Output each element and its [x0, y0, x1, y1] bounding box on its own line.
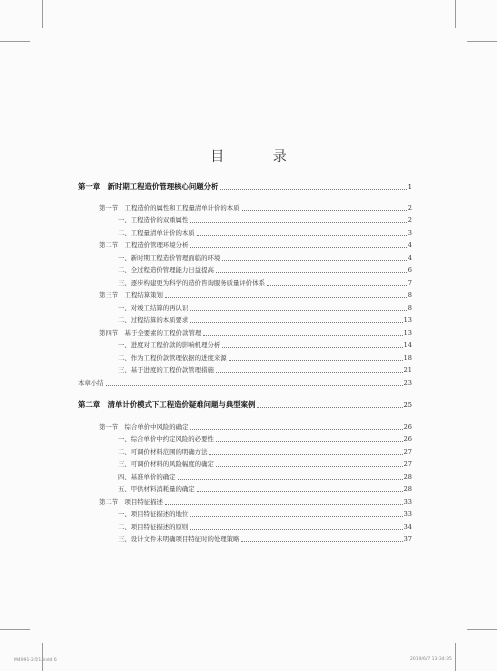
toc-entry-label: 二、工程量清单计价的本质: [118, 229, 195, 237]
toc-entry-label: 第一节 综合单价中风险的确定: [99, 423, 189, 431]
dot-leader: [241, 540, 402, 542]
toc-section-row[interactable]: [99, 329, 412, 337]
dot-leader: [190, 515, 402, 517]
crop-mark: [467, 41, 497, 42]
dot-leader: [222, 259, 407, 261]
toc-page-number: 7: [407, 279, 412, 287]
toc-item-row[interactable]: [118, 341, 412, 349]
toc-page-number: 2: [407, 216, 412, 224]
dot-leader: [203, 334, 402, 336]
toc-entry-label: 第二章 清单计价模式下工程造价疑难问题与典型案例: [78, 400, 256, 409]
toc-item-row[interactable]: [118, 448, 412, 456]
dot-leader: [190, 309, 407, 311]
dot-leader: [178, 478, 403, 480]
dot-leader: [229, 359, 403, 361]
toc-page-number: 28: [403, 473, 412, 481]
dot-leader: [257, 406, 402, 408]
toc-item-row[interactable]: [118, 279, 412, 287]
crop-mark: [467, 629, 497, 630]
toc-section-row[interactable]: [99, 291, 412, 299]
toc-entry-label: 一、对竣工结算的再认识: [118, 304, 189, 312]
toc-page-number: 8: [407, 304, 412, 312]
toc-section-row[interactable]: [99, 423, 412, 431]
toc-page-number: 18: [403, 354, 412, 362]
toc-item-row[interactable]: [118, 216, 412, 224]
dot-leader: [197, 490, 403, 492]
toc-section-row[interactable]: [99, 498, 412, 506]
toc-page-number: 4: [407, 254, 412, 262]
toc-entry-label: 二、作为工程价款管理依据的进度来源: [118, 354, 227, 362]
toc-entry-label: 五、甲供材料消耗量的确定: [118, 485, 195, 493]
toc-page-number: 26: [403, 423, 412, 431]
toc-entry-label: 一、新时期工程造价管理面临的环境: [118, 254, 221, 262]
toc-page-number: 14: [403, 341, 412, 349]
toc-page-number: 23: [403, 379, 412, 387]
toc-entry-label: 第三节 工程结算策划: [99, 291, 163, 299]
toc-item-row[interactable]: [118, 460, 412, 468]
footer-timestamp: 2019/6/7 13:34:35: [410, 657, 452, 662]
crop-mark: [42, 0, 43, 28]
toc-entry-label: 第一章 新时期工程造价管理核心问题分析: [78, 182, 219, 191]
toc-item-row[interactable]: [118, 485, 412, 493]
toc-item-row[interactable]: [118, 523, 412, 531]
toc-entry-label: 三、逐步构建更为科学的造价咨询服务质量评价体系: [118, 279, 265, 287]
page-title: 目 录: [210, 149, 309, 165]
dot-leader: [216, 271, 407, 273]
toc-section-row[interactable]: [78, 379, 412, 387]
toc-item-row[interactable]: [118, 535, 412, 543]
dot-leader: [216, 465, 403, 467]
dot-leader: [190, 321, 402, 323]
dot-leader: [190, 246, 406, 248]
dot-leader: [222, 346, 402, 348]
toc-page-number: 27: [403, 460, 412, 468]
toc-page-number: 4: [407, 241, 412, 249]
toc-page-number: 33: [403, 498, 412, 506]
toc-section-row[interactable]: [99, 241, 412, 249]
toc-page-number: 6: [407, 266, 412, 274]
toc-page-number: 26: [403, 435, 412, 443]
toc-page-number: 13: [403, 329, 412, 337]
toc-entry-label: 一、项目特征描述的地位: [118, 510, 189, 518]
crop-mark: [0, 629, 30, 630]
toc-page-number: 1: [407, 183, 412, 191]
dot-leader: [242, 209, 407, 211]
toc-entry-label: 二、项目特征描述的原则: [118, 523, 189, 531]
toc-section-row[interactable]: [99, 204, 412, 212]
toc-chapter-row[interactable]: [78, 183, 412, 191]
dot-leader: [190, 221, 407, 223]
toc-page-number: 2: [407, 204, 412, 212]
toc-page-number: 8: [407, 291, 412, 299]
toc-item-row[interactable]: [118, 316, 412, 324]
toc-entry-label: 一、进度对工程价款的影响机理分析: [118, 341, 221, 349]
dot-leader: [165, 296, 407, 298]
toc-entry-label: 第二节 工程造价管理环境分析: [99, 241, 189, 249]
dot-leader: [220, 188, 406, 190]
toc-item-row[interactable]: [118, 510, 412, 518]
toc-entry-label: 第二节 项目特征描述: [99, 498, 163, 506]
toc-entry-label: 一、综合单价中约定风险的必要性: [118, 435, 214, 443]
dot-leader: [106, 384, 403, 386]
toc-page-number: 21: [403, 366, 412, 374]
toc-page-number: 28: [403, 485, 412, 493]
toc-item-row[interactable]: [118, 304, 412, 312]
toc-entry-label: 第四节 基于全要素的工程价款管理: [99, 329, 202, 337]
dot-leader: [216, 440, 403, 442]
toc-entry-label: 四、基准单价的确定: [118, 473, 176, 481]
toc-entry-label: 二、过程结算的本质要求: [118, 316, 189, 324]
dot-leader: [190, 428, 402, 430]
toc-item-row[interactable]: [118, 473, 412, 481]
crop-mark: [455, 0, 456, 28]
dot-leader: [267, 284, 407, 286]
toc-page-number: 37: [403, 535, 412, 543]
toc-item-row[interactable]: [118, 354, 412, 362]
toc-chapter-row[interactable]: [78, 401, 412, 409]
dot-leader: [197, 234, 407, 236]
crop-mark: [455, 643, 456, 671]
toc-page-number: 25: [403, 401, 412, 409]
toc-page-number: 33: [403, 510, 412, 518]
toc-item-row[interactable]: [118, 435, 412, 443]
toc-page-number: 27: [403, 448, 412, 456]
toc-page-number: 34: [403, 523, 412, 531]
toc-item-row[interactable]: [118, 366, 412, 374]
toc-entry-label: 二、可调价材料范围的明确方法: [118, 448, 208, 456]
toc-page-number: 3: [407, 229, 412, 237]
dot-leader: [216, 371, 403, 373]
toc-entry-label: 本章小结: [78, 379, 104, 387]
toc-entry-label: 三、可调价材料的风险幅度的确定: [118, 460, 214, 468]
toc-entry-label: 三、设计文件未明确项目特征时的处理策略: [118, 535, 240, 543]
toc-entry-label: 三、基于进度的工程价款管理措施: [118, 366, 214, 374]
toc-page-number: 13: [403, 316, 412, 324]
footer-file-name: M4991-2章1.indd 6: [14, 658, 57, 663]
dot-leader: [190, 528, 402, 530]
toc-item-row[interactable]: [118, 254, 412, 262]
dot-leader: [165, 503, 403, 505]
crop-mark: [0, 41, 30, 42]
toc-item-row[interactable]: [118, 229, 412, 237]
toc-item-row[interactable]: [118, 266, 412, 274]
toc-entry-label: 二、全过程造价管理能力日益提高: [118, 266, 214, 274]
toc-entry-label: 一、工程造价的双重属性: [118, 216, 189, 224]
dot-leader: [209, 453, 402, 455]
toc-entry-label: 第一节 工程造价的属性和工程量清单计价的本质: [99, 204, 240, 212]
